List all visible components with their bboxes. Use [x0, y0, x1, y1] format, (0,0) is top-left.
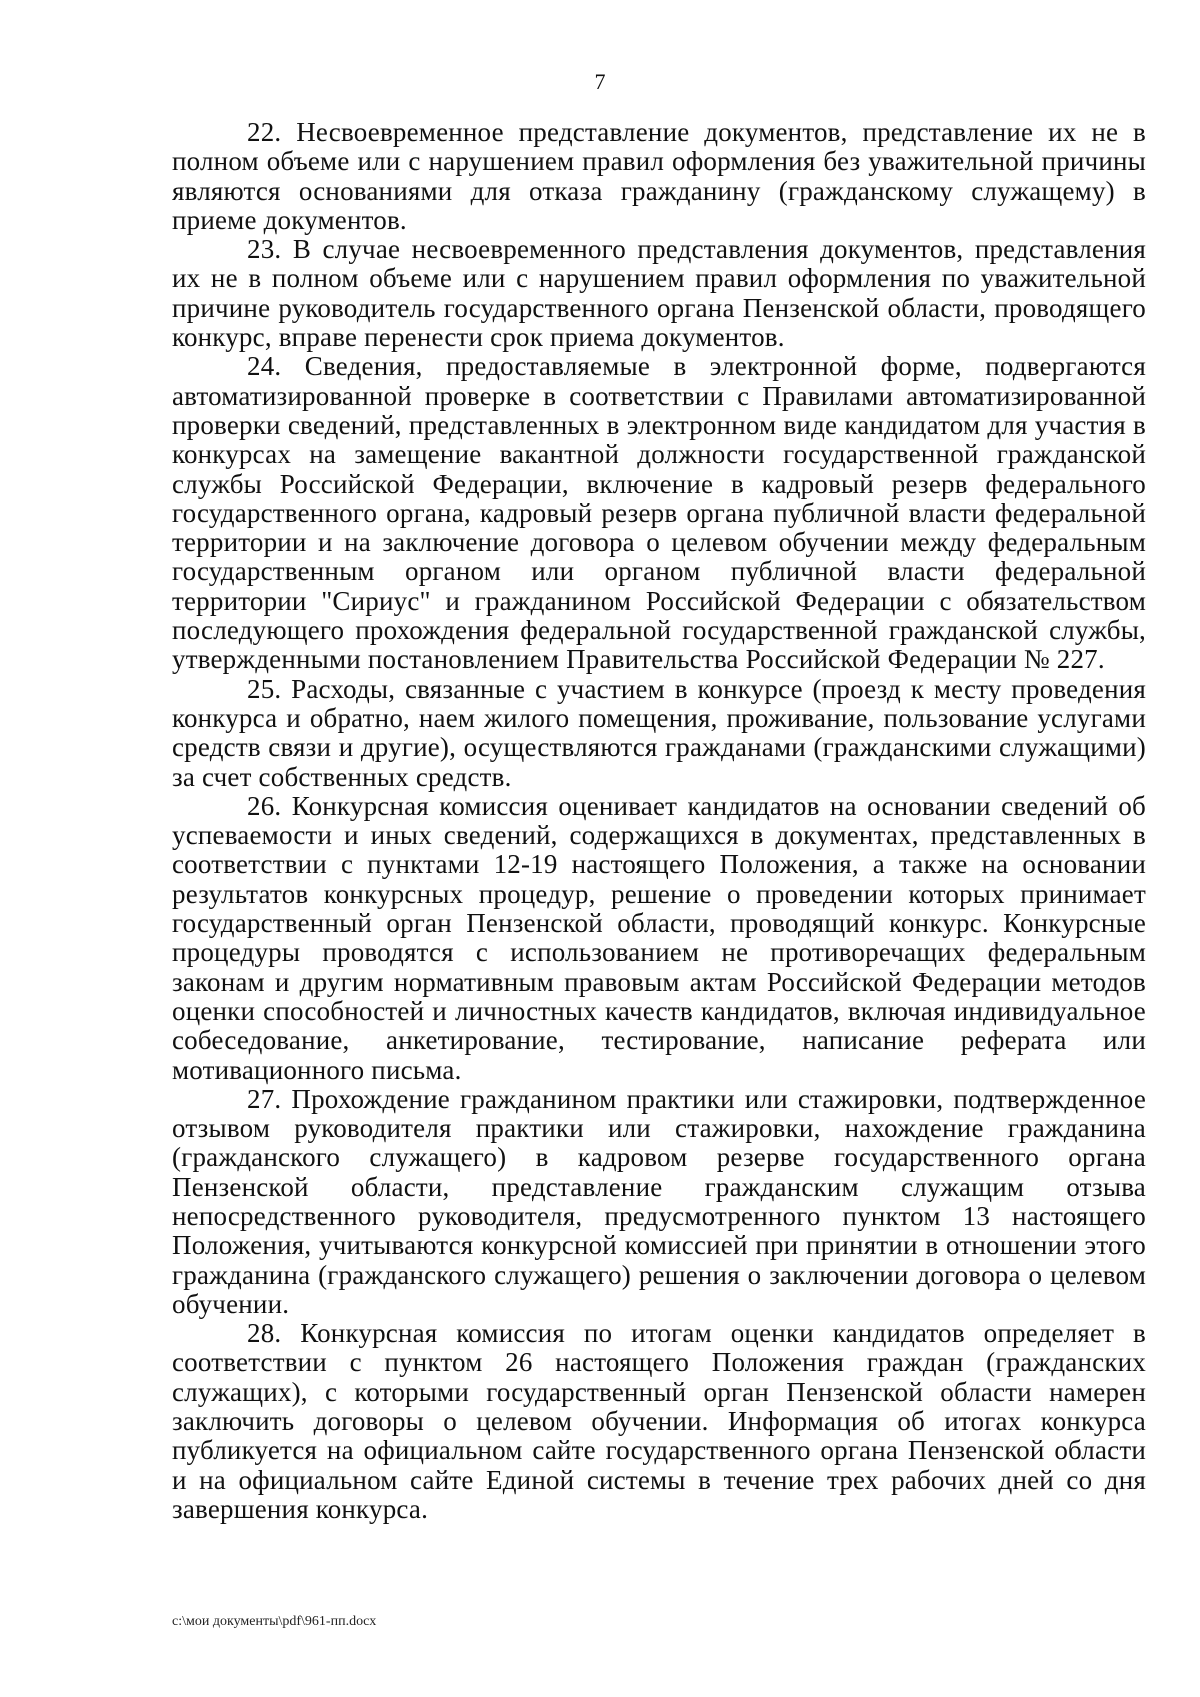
paragraph-28: 28. Конкурсная комиссия по итогам оценки кандидатов определяет в соответствии с пунктом 26 настоящего Положения граждан (гражданских служащих), с которыми государственный орган Пензенской области намерен заключить договоры о целевом обучении. Информация об итогах конкурса публикуется на официальном сайте государственного органа Пензенской области и на официальном сайте Единой системы в течение трех рабочих дней со дня завершения конкурса.	[172, 1318, 1146, 1524]
paragraph-23: 23. В случае несвоевременного представления документов, представления их не в полном объеме или с нарушением правил оформления по уважительной причине руководитель государственного органа Пензенской области, проводящего конкурс, вправе перенести срок приема документов.	[172, 234, 1146, 353]
page-number: 7	[594, 69, 606, 94]
paragraph-24: 24. Сведения, предоставляемые в электронной форме, подвергаются автоматизированной проверке в соответствии с Правилами автоматизированной проверки сведений, представленных в электронном виде кандидатом для участия в конкурсах на замещение вакантной должности государственной гражданской службы Российской Федерации, включение в кадровый резерв федерального государственного органа, кадровый резерв органа публичной власти федеральной территории и на заключение договора о целевом обучении между федеральным государственным органом или органом публичной власти федеральной территории "Сириус" и гражданином Российской Федерации с обязательством последующего прохождения федеральной государственной гражданской службы, утвержденными постановлением Правительства Российской Федерации № 227.	[172, 351, 1146, 675]
paragraph-26: 26. Конкурсная комиссия оценивает кандидатов на основании сведений об успеваемости и иных сведений, содержащихся в документах, представленных в соответствии с пунктами 12-19 настоящего Положения, а также на основании результатов конкурсных процедур, решение о проведении которых принимает государственный орган Пензенской области, проводящий конкурс. Конкурсные процедуры проводятся с использованием не противоречащих федеральным законам и другим нормативным правовым актам Российской Федерации методов оценки способностей и личностных качеств кандидатов, включая индивидуальное собеседование, анкетирование, тестирование, написание реферата или мотивационного письма.	[172, 790, 1146, 1085]
paragraph-22: 22. Несвоевременное представление документов, представление их не в полном объеме или с нарушением правил оформления без уважительной причины являются основаниями для отказа гражданину (гражданскому служащему) в приеме документов.	[172, 117, 1146, 235]
paragraph-27: 27. Прохождение гражданином практики или стажировки, подтвержденное отзывом руководителя практики или стажировки, нахождение гражданина (гражданского служащего) в кадровом резерве государственного органа Пензенской области, представление гражданским служащим отзыва непосредственного руководителя, предусмотренного пунктом 13 настоящего Положения, учитываются конкурсной комиссией при принятии в отношении этого гражданина (гражданского служащего) решения о заключении договора о целевом обучении.	[172, 1083, 1146, 1319]
paragraph-25: 25. Расходы, связанные с участием в конкурсе (проезд к месту проведения конкурса и обратно, наем жилого помещения, проживание, пользование услугами средств связи и другие), осуществляются гражданами (гражданскими служащими) за счет собственных средств.	[172, 673, 1146, 792]
document-body	[172, 118, 1146, 1524]
footer-file-path: c:\мои документы\pdf\961-пп.docx	[172, 1614, 377, 1629]
